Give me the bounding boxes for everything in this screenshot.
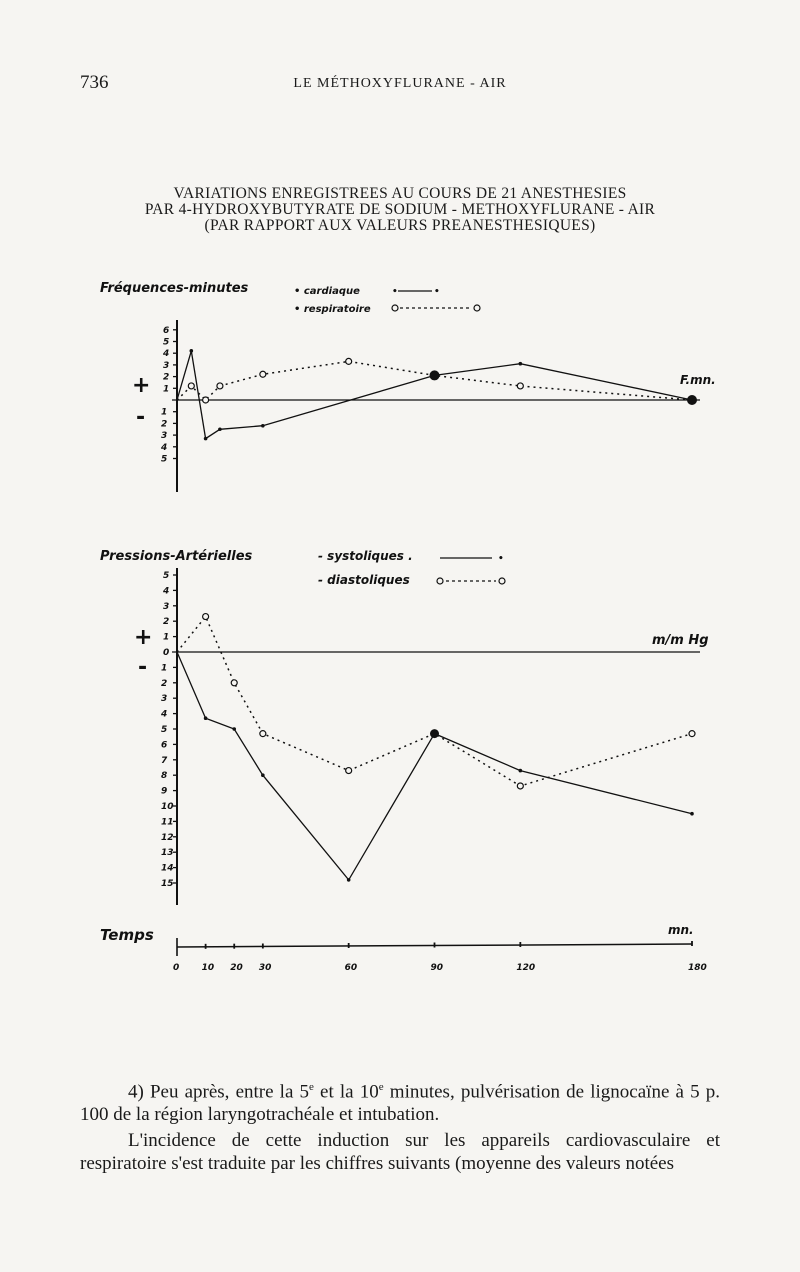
pressure-legend <box>318 549 505 587</box>
frequency-minus-sign: - <box>136 405 146 430</box>
y-tick-label: 12 <box>161 832 174 843</box>
series-line-systoliques <box>177 652 692 880</box>
y-tick-label: 4 <box>163 349 170 360</box>
figure-title-line-3: (PAR RAPPORT AUX VALEURS PREANESTHESIQUES) <box>204 217 596 234</box>
time-axis-unit: mn. <box>668 923 694 937</box>
series-point-diastoliques <box>231 680 237 686</box>
y-tick-label: 1 <box>163 384 170 395</box>
legend-systolic-label: - systoliques . <box>318 549 413 563</box>
time-tick-label: 30 <box>258 963 272 973</box>
y-tick-label: 2 <box>163 372 170 383</box>
time-tick-label: 60 <box>344 963 358 973</box>
y-tick-label: 5 <box>163 337 170 348</box>
legend-respiratory-label: • respiratoire <box>294 304 371 315</box>
series-point-systoliques <box>261 773 265 777</box>
paragraph-1: 4) Peu après, entre la 5e et la 10e minutes, pulvérisation de lignocaïne à 5 p. 100 de la région laryngotrachéale et intubation. <box>80 1081 720 1126</box>
y-tick-label: 9 <box>161 786 168 797</box>
y-tick-label: 6 <box>163 325 170 336</box>
pressure-y-ticks <box>160 571 177 889</box>
time-tick-label: 10 <box>201 963 215 973</box>
y-tick-label: 5 <box>161 725 168 735</box>
time-tick-label: 120 <box>516 963 536 973</box>
y-tick-label: 15 <box>161 879 174 889</box>
y-tick-label: 5 <box>161 454 168 465</box>
series-point-systoliques <box>204 716 208 720</box>
time-tick-label: 180 <box>688 963 707 973</box>
svg-text:•: • <box>498 554 504 564</box>
series-point-cardiaque <box>204 437 208 441</box>
pressure-series <box>177 614 695 882</box>
series-point-cardiaque <box>261 424 265 428</box>
series-point-respiratoire <box>517 383 523 389</box>
series-overlap-point <box>430 729 439 738</box>
time-tick-label: 90 <box>430 963 444 973</box>
pressure-unit-label: m/m Hg <box>652 633 709 648</box>
y-tick-label: 10 <box>161 802 174 812</box>
frequency-end-label: F.mn. <box>680 373 716 387</box>
frequency-chart <box>100 281 716 492</box>
series-point-respiratoire <box>203 397 209 403</box>
time-tick-label: 0 <box>173 963 180 973</box>
figure-title-line-2: PAR 4-HYDROXYBUTYRATE DE SODIUM - METHOXYFLURANE - AIR <box>144 201 656 218</box>
y-tick-label: 1 <box>163 632 170 643</box>
series-point-systoliques <box>690 812 694 816</box>
frequency-y-ticks <box>160 326 177 465</box>
y-tick-label: 2 <box>163 617 170 628</box>
frequency-plus-sign: + <box>132 373 151 398</box>
y-tick-label: 3 <box>163 601 170 612</box>
y-tick-label: 8 <box>161 771 168 782</box>
y-tick-label: 4 <box>161 709 168 720</box>
time-axis-label: Temps <box>100 926 154 944</box>
y-tick-label: 0 <box>163 648 170 658</box>
series-point-respiratoire <box>260 371 266 377</box>
y-tick-label: 13 <box>161 848 174 859</box>
legend-cardiac-label: • cardiaque <box>294 286 360 297</box>
y-tick-label: 5 <box>163 571 170 581</box>
series-point-diastoliques <box>689 731 695 737</box>
y-tick-label: 4 <box>161 442 168 453</box>
pressure-plus-sign: + <box>134 625 153 650</box>
series-point-systoliques <box>519 769 523 773</box>
frequency-axis-label: Fréquences-minutes <box>100 281 249 296</box>
time-axis <box>100 923 707 973</box>
series-point-respiratoire <box>346 358 352 364</box>
y-tick-label: 3 <box>161 694 168 705</box>
body-text <box>80 1076 720 1175</box>
y-tick-label: 4 <box>163 586 170 597</box>
frequency-series <box>177 349 697 440</box>
page-number: 736 <box>80 72 109 93</box>
series-point-respiratoire <box>217 383 223 389</box>
series-point-respiratoire <box>188 383 194 389</box>
pressure-chart <box>100 549 709 905</box>
y-tick-label: 2 <box>161 678 168 689</box>
series-point-diastoliques <box>517 783 523 789</box>
y-tick-label: 1 <box>161 663 168 674</box>
svg-text:•: • <box>434 287 440 297</box>
pressure-axis-label: Pressions-Artérielles <box>100 549 253 564</box>
series-line-respiratoire <box>177 361 692 400</box>
paragraph-2: L'incidence de cette induction sur les appareils cardiovasculaire et respiratoire s'est traduite par les chiffres suivants (moyenne des valeurs notées <box>80 1130 720 1175</box>
series-overlap-point <box>687 395 697 405</box>
series-point-diastoliques <box>260 731 266 737</box>
y-tick-label: 14 <box>161 863 174 874</box>
series-point-cardiaque <box>218 427 222 431</box>
y-tick-label: 3 <box>161 431 168 442</box>
series-point-cardiaque <box>190 349 194 353</box>
svg-text:•: • <box>392 287 398 297</box>
y-tick-label: 6 <box>161 740 168 751</box>
y-tick-label: 1 <box>161 407 168 418</box>
series-overlap-point <box>430 370 440 380</box>
series-point-systoliques <box>347 878 351 882</box>
y-tick-label: 11 <box>161 817 174 828</box>
series-point-diastoliques <box>203 614 209 620</box>
time-tick-label: 20 <box>230 963 243 973</box>
y-tick-label: 7 <box>161 755 168 766</box>
series-point-systoliques <box>232 727 236 731</box>
legend-diastolic-label: - diastoliques <box>318 573 410 587</box>
y-tick-label: 3 <box>163 360 170 371</box>
y-tick-label: 2 <box>161 419 168 430</box>
series-point-diastoliques <box>346 768 352 774</box>
series-line-cardiaque <box>177 351 692 439</box>
figure-title-line-1: VARIATIONS ENREGISTREES AU COURS DE 21 ANESTHESIES <box>173 185 627 202</box>
frequency-legend <box>294 286 480 315</box>
pressure-minus-sign: - <box>138 655 148 680</box>
series-point-cardiaque <box>519 362 523 366</box>
running-head: LE MÉTHOXYFLURANE - AIR <box>293 76 507 91</box>
